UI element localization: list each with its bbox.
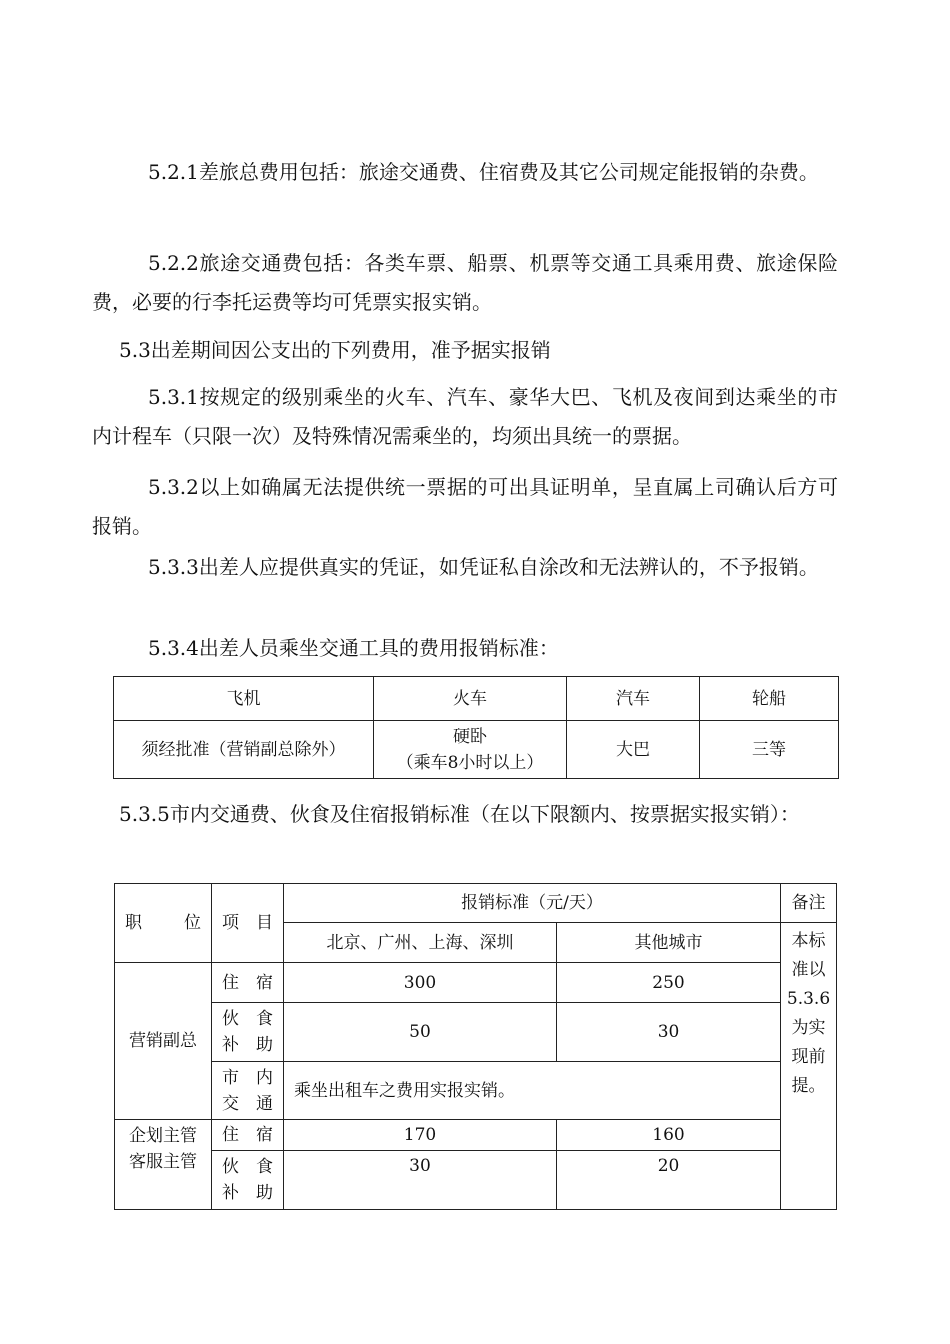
transport-standard-table xyxy=(113,676,839,779)
item-lodging-2: 住 宿 xyxy=(212,1120,284,1151)
vp-lodging-tier1: 300 xyxy=(284,963,557,1003)
header-note: 备注 xyxy=(781,884,837,923)
mgr-meal-other: 20 xyxy=(557,1151,781,1210)
vp-local-transport: 乘坐出租车之费用实报实销。 xyxy=(284,1062,781,1120)
cell-train xyxy=(374,721,567,779)
paragraph-5-2-2: 5.2.2旅途交通费包括：各类车票、船票、机票等交通工具乘用费、旅途保险费，必要的行李托运费等均可凭票实报实销。 xyxy=(92,251,838,314)
vp-lodging-other: 250 xyxy=(557,963,781,1003)
header-city-tier1: 北京、广州、上海、深圳 xyxy=(284,923,557,963)
paragraph-5-3: 5.3出差期间因公支出的下列费用，准予据实报销 xyxy=(119,338,551,362)
paragraph-5-3-5: 5.3.5市内交通费、伙食及住宿报销标准（在以下限额内、按票据实报实销）： xyxy=(119,802,800,826)
cell-bus: 大巴 xyxy=(567,721,700,779)
header-item: 项 目 xyxy=(212,884,284,963)
mgr-lodging-other: 160 xyxy=(557,1120,781,1151)
cell-ship: 三等 xyxy=(700,721,839,779)
position-managers xyxy=(115,1120,212,1210)
item-lodging: 住 宿 xyxy=(212,963,284,1003)
paragraph-5-3-1: 5.3.1按规定的级别乘坐的火车、汽车、豪华大巴、飞机及夜间到达乘坐的市内计程车（只限一次）及特殊情况需乘坐的，均须出具统一的票据。 xyxy=(92,385,838,448)
header-position: 职 位 xyxy=(115,884,212,963)
header-ship: 轮船 xyxy=(700,677,839,721)
paragraph-5-3-3: 5.3.3出差人应提供真实的凭证，如凭证私自涂改和无法辨认的，不予报销。 xyxy=(148,555,819,579)
mgr-meal-tier1: 30 xyxy=(284,1151,557,1210)
paragraph-5-3-4: 5.3.4出差人员乘坐交通工具的费用报销标准： xyxy=(148,636,559,660)
position-vp-marketing: 营销副总 xyxy=(115,963,212,1120)
expense-standard-table xyxy=(114,883,837,1210)
vp-meal-tier1: 50 xyxy=(284,1003,557,1062)
header-standard: 报销标准（元/天） xyxy=(284,884,781,923)
cell-plane: 须经批准（营销副总除外） xyxy=(114,721,374,779)
header-train: 火车 xyxy=(374,677,567,721)
item-meal-allowance: 伙 食补 助 xyxy=(212,1003,284,1062)
vp-meal-other: 30 xyxy=(557,1003,781,1062)
paragraph-5-2-1: 5.2.1差旅总费用包括：旅途交通费、住宿费及其它公司规定能报销的杂费。 xyxy=(148,160,819,184)
item-meal-allowance-2: 伙 食补 助 xyxy=(212,1151,284,1210)
note-cell: 本标准以5.3.6为实现前提。 xyxy=(781,923,837,1210)
paragraph-5-3-2: 5.3.2以上如确属无法提供统一票据的可出具证明单，呈直属上司确认后方可报销。 xyxy=(92,475,838,538)
cell-train-line1: 硬卧 xyxy=(453,726,487,747)
position-planning-manager: 企划主管 xyxy=(129,1126,197,1146)
mgr-lodging-tier1: 170 xyxy=(284,1120,557,1151)
header-plane: 飞机 xyxy=(114,677,374,721)
item-local-transport: 市 内交 通 xyxy=(212,1062,284,1120)
header-city-other: 其他城市 xyxy=(557,923,781,963)
cell-train-line2: （乘车8小时以上） xyxy=(396,752,544,773)
position-service-manager: 客服主管 xyxy=(129,1152,197,1172)
header-bus: 汽车 xyxy=(567,677,700,721)
